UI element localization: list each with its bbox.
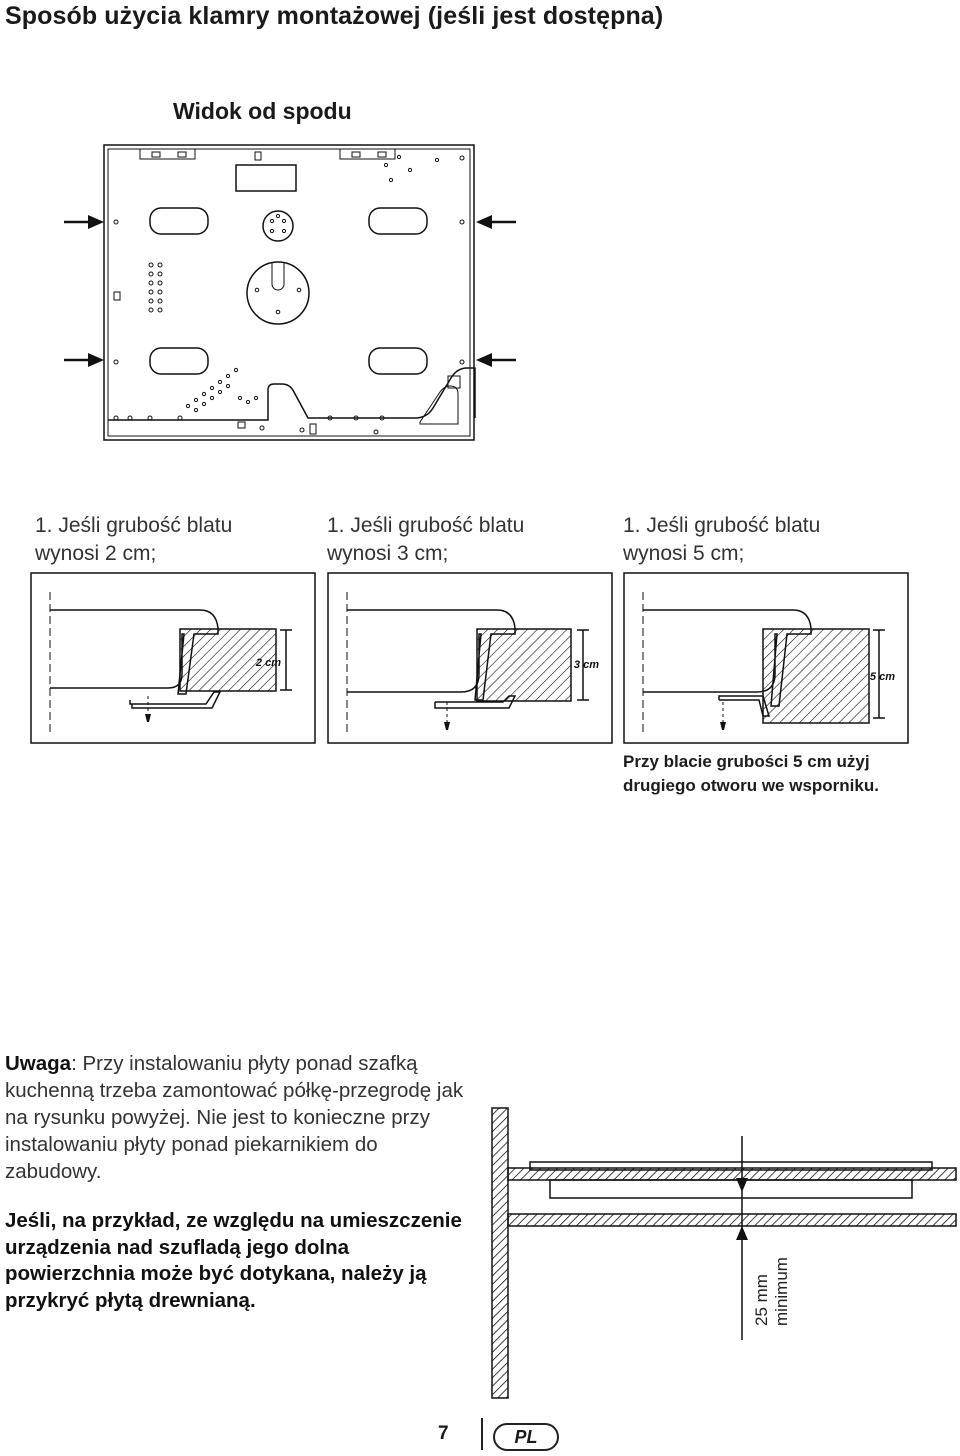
bold-note: Jeśli, na przykład, ze względu na umieszczenie urządzenia nad szufladą jego dolna powierzchnia może być dotykana, należy ją przykryć płytą drewnianą.: [5, 1209, 462, 1312]
caption-2cm: [35, 512, 232, 568]
view-subtitle: Widok od spodu: [173, 98, 352, 124]
section-panel-2cm: [30, 572, 316, 744]
clearance-label: 25 mm: [752, 1274, 771, 1326]
note-line: drugiego otworu we wsporniku.: [623, 776, 879, 795]
caption-line: 1. Jeśli grubość blatu: [623, 514, 821, 537]
language-badge: PL: [493, 1423, 559, 1451]
caption-3cm: [327, 512, 524, 568]
dim-label: 2 cm: [255, 657, 281, 669]
warning-text: : Przy instalowaniu płyty ponad szafką kuchenną trzeba zamontować półkę-przegrodę jak na rysunku powyżej. Nie jest to konieczne przy instalowaniu płyty ponad piekarnikiem do zabudowy.: [5, 1052, 464, 1183]
footer-divider: [481, 1418, 483, 1450]
arrow-icon: [476, 353, 516, 367]
page-number: 7: [438, 1423, 449, 1444]
caption-line: wynosi 3 cm;: [327, 542, 449, 565]
dim-label: 3 cm: [573, 659, 599, 671]
note-line: Przy blacie grubości 5 cm użyj: [623, 752, 870, 771]
arrow-icon: [476, 215, 516, 229]
hob-bottom-view-drawing: [0, 0, 960, 470]
page-title: Sposób użycia klamry montażowej (jeśli jest dostępna): [5, 2, 664, 30]
caption-line: 1. Jeśli grubość blatu: [35, 514, 233, 537]
section-panel-3cm: [327, 572, 613, 744]
warning-label: Uwaga: [5, 1052, 72, 1075]
caption-5cm: [623, 512, 820, 568]
caption-line: wynosi 2 cm;: [35, 542, 157, 565]
caption-line: wynosi 5 cm;: [623, 542, 745, 565]
section-panel-5cm: [623, 572, 909, 744]
note-5cm: [623, 750, 879, 798]
clearance-label-sub: minimum: [772, 1257, 791, 1326]
arrow-icon: [64, 353, 104, 367]
caption-line: 1. Jeśli grubość blatu: [327, 514, 525, 537]
arrow-icon: [64, 215, 104, 229]
warning-paragraph: [5, 1050, 475, 1185]
dim-label: 5 cm: [869, 671, 895, 683]
clearance-diagram: [490, 1108, 960, 1398]
